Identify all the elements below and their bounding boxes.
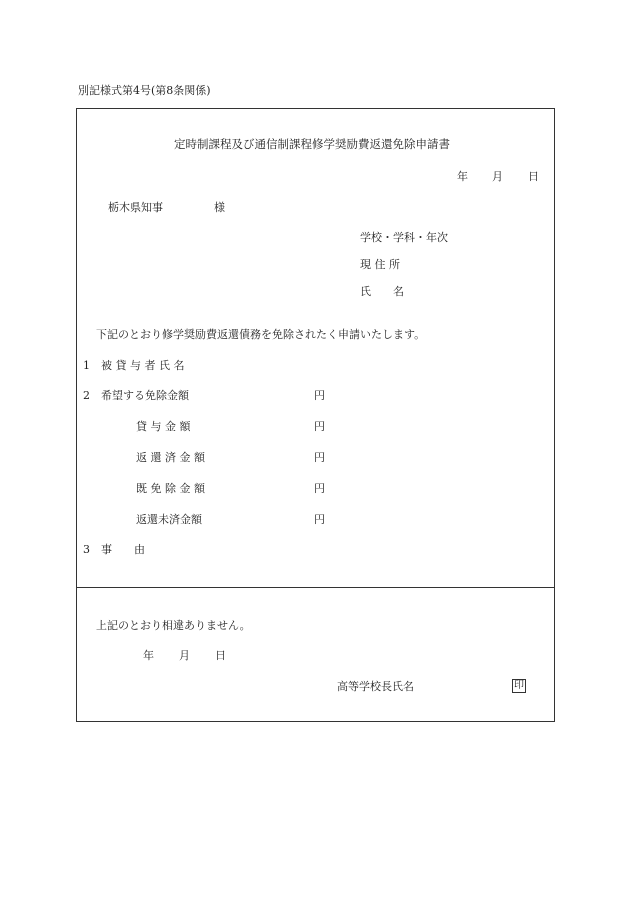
document-title: 定時制課程及び通信制課程修学奨励費返還免除申請書 — [174, 137, 450, 151]
applicant-address-label: 現 住 所 — [360, 258, 400, 271]
item-label: 希望する免除金額 — [101, 389, 189, 402]
applicant-school-label: 学校・学科・年次 — [360, 231, 448, 244]
item-label: 返 還 済 金 額 — [136, 451, 205, 464]
item-number: 2 — [83, 389, 90, 402]
date-year: 年 — [457, 170, 468, 183]
date-day: 日 — [528, 170, 539, 183]
date-month: 月 — [492, 170, 503, 183]
section-divider — [76, 587, 555, 588]
certification-month: 月 — [179, 649, 190, 662]
item-number: 1 — [83, 359, 90, 372]
applicant-name-label: 氏 名 — [360, 285, 404, 298]
addressee-honorific: 様 — [214, 201, 225, 214]
item-label: 被 貸 与 者 氏 名 — [101, 359, 185, 372]
seal-mark: 印 — [514, 680, 524, 691]
item-label: 既 免 除 金 額 — [136, 482, 205, 495]
certification-year: 年 — [143, 649, 154, 662]
item-unit: 円 — [314, 513, 325, 526]
item-label: 返還未済金額 — [136, 513, 202, 526]
addressee-name: 栃木県知事 — [108, 201, 163, 214]
item-unit: 円 — [314, 389, 325, 402]
certification-day: 日 — [215, 649, 226, 662]
item-number: 3 — [83, 543, 90, 556]
item-unit: 円 — [314, 451, 325, 464]
principal-name-label: 高等学校長氏名 — [337, 680, 414, 693]
item-unit: 円 — [314, 482, 325, 495]
intro-text: 下記のとおり修学奨励費返還債務を免除されたく申請いたします。 — [96, 328, 426, 341]
item-label: 貸 与 金 額 — [136, 420, 191, 433]
item-label: 事 由 — [101, 543, 145, 556]
certification-text: 上記のとおり相違ありません。 — [96, 619, 251, 632]
item-unit: 円 — [314, 420, 325, 433]
form-label: 別記様式第4号(第8条関係) — [78, 84, 211, 97]
